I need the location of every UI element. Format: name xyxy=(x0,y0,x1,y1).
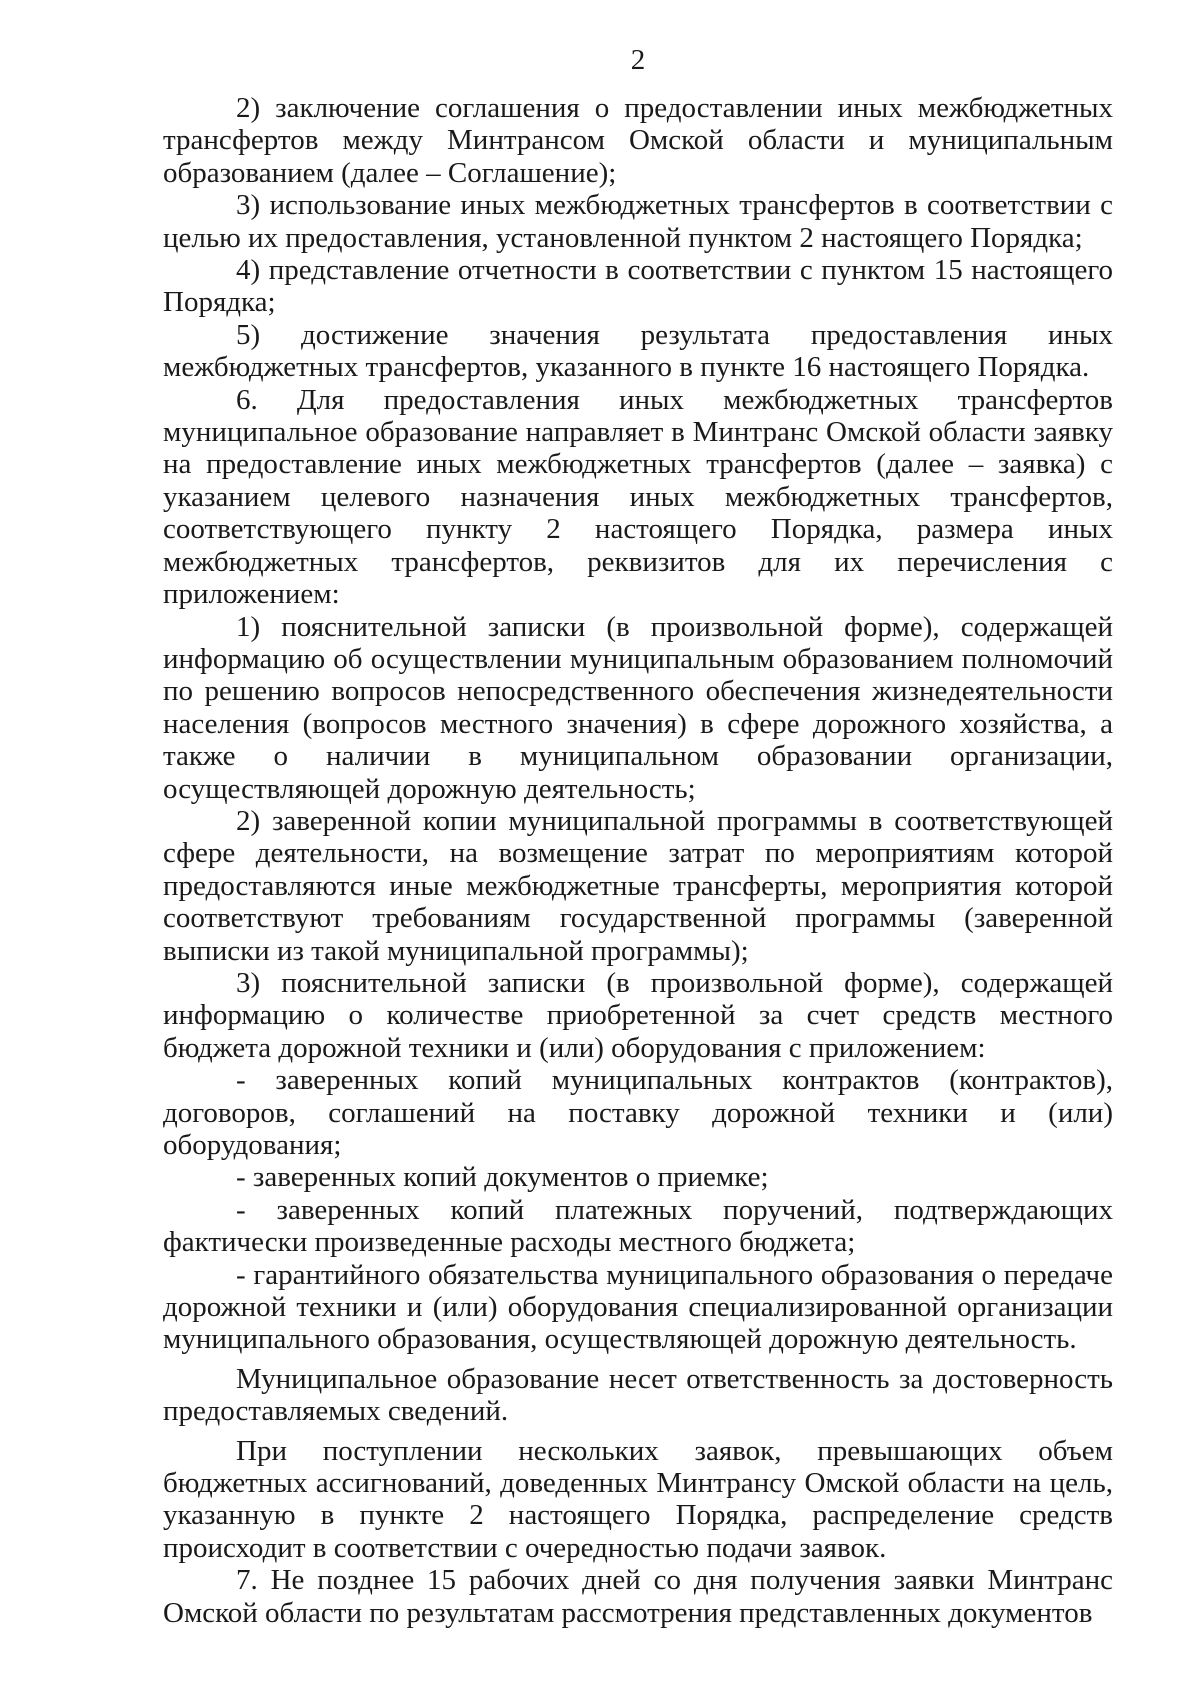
paragraph-item-4-reporting: 4) представление отчетности в соответствии с пунктом 15 настоящего Порядка; xyxy=(163,254,1113,319)
paragraph-item-2-agreement: 2) заключение соглашения о предоставлении иных межбюджетных трансфертов между Минтрансом Омской области и муниципальным образованием (далее – Соглашение); xyxy=(163,92,1113,189)
paragraph-item-5-result: 5) достижение значения результата предоставления иных межбюджетных трансфертов, указанного в пункте 16 настоящего Порядка. xyxy=(163,318,1113,384)
page-number: 2 xyxy=(630,44,646,76)
paragraph-attachment-3: 3) пояснительной записки (в произвольной форме), содержащей информацию о количестве приобретенной за счет средств местного бюджета дорожной техники и (или) оборудования с приложением: xyxy=(163,966,1113,1064)
paragraph-bullet-guarantee: - гарантийного обязательства муниципального образования о передаче дорожной техники и (или) оборудования специализированной организации муниципального образования, осуществляющей дорожную деятельность. xyxy=(163,1258,1113,1356)
document-body xyxy=(163,92,1113,1629)
paragraph-bullet-acceptance: - заверенных копий документов о приемке; xyxy=(236,1161,769,1194)
paragraph-item-3-usage: 3) использование иных межбюджетных трансфертов в соответствии с целью их предоставления, установленной пунктом 2 настоящего Порядка; xyxy=(163,189,1113,254)
paragraph-responsibility: Муниципальное образование несет ответственность за достоверность предоставляемых сведений. xyxy=(163,1362,1113,1428)
paragraph-attachment-2: 2) заверенной копии муниципальной программы в соответствующей сфере деятельности, на возмещение затрат по мероприятиям которой предоставляются иные межбюджетные трансферты, мероприятия которой соответствуют требованиям государственной программы (заверенной выписки из такой муниципальной программы); xyxy=(163,804,1113,967)
paragraph-attachment-1: 1) пояснительной записки (в произвольной форме), содержащей информацию об осуществлении муниципальным образованием полномочий по решению вопросов непосредственного обеспечения жизнедеятельности населения (вопросов местного значения) в сфере дорожного хозяйства, а также о наличии в муниципальном образовании организации, осуществляющей дорожную деятельность; xyxy=(163,610,1113,805)
paragraph-section-7: 7. Не позднее 15 рабочих дней со дня получения заявки Минтранс Омской области по результатам рассмотрения представленных документов xyxy=(163,1564,1113,1629)
paragraph-bullet-payments: - заверенных копий платежных поручений, подтверждающих фактически произведенные расходы местного бюджета; xyxy=(163,1193,1113,1259)
paragraph-section-6: 6. Для предоставления иных межбюджетных трансфертов муниципальное образование направляет в Минтранс Омской области заявку на предоставление иных межбюджетных трансфертов (далее – заявка) с указанием целевого назначения иных межбюджетных трансфертов, соответствующего пункту 2 настоящего Порядка, размера иных межбюджетных трансфертов, реквизитов для их перечисления с приложением: xyxy=(163,383,1113,611)
paragraph-bullet-contracts: - заверенных копий муниципальных контрактов (контрактов), договоров, соглашений на поставку дорожной техники и (или) оборудования; xyxy=(163,1064,1113,1161)
paragraph-multiple-requests: При поступлении нескольких заявок, превышающих объем бюджетных ассигнований, доведенных Минтрансу Омской области на цель, указанную в пункте 2 настоящего Порядка, распределение средств происходит в соответствии с очередностью подачи заявок. xyxy=(163,1434,1113,1564)
